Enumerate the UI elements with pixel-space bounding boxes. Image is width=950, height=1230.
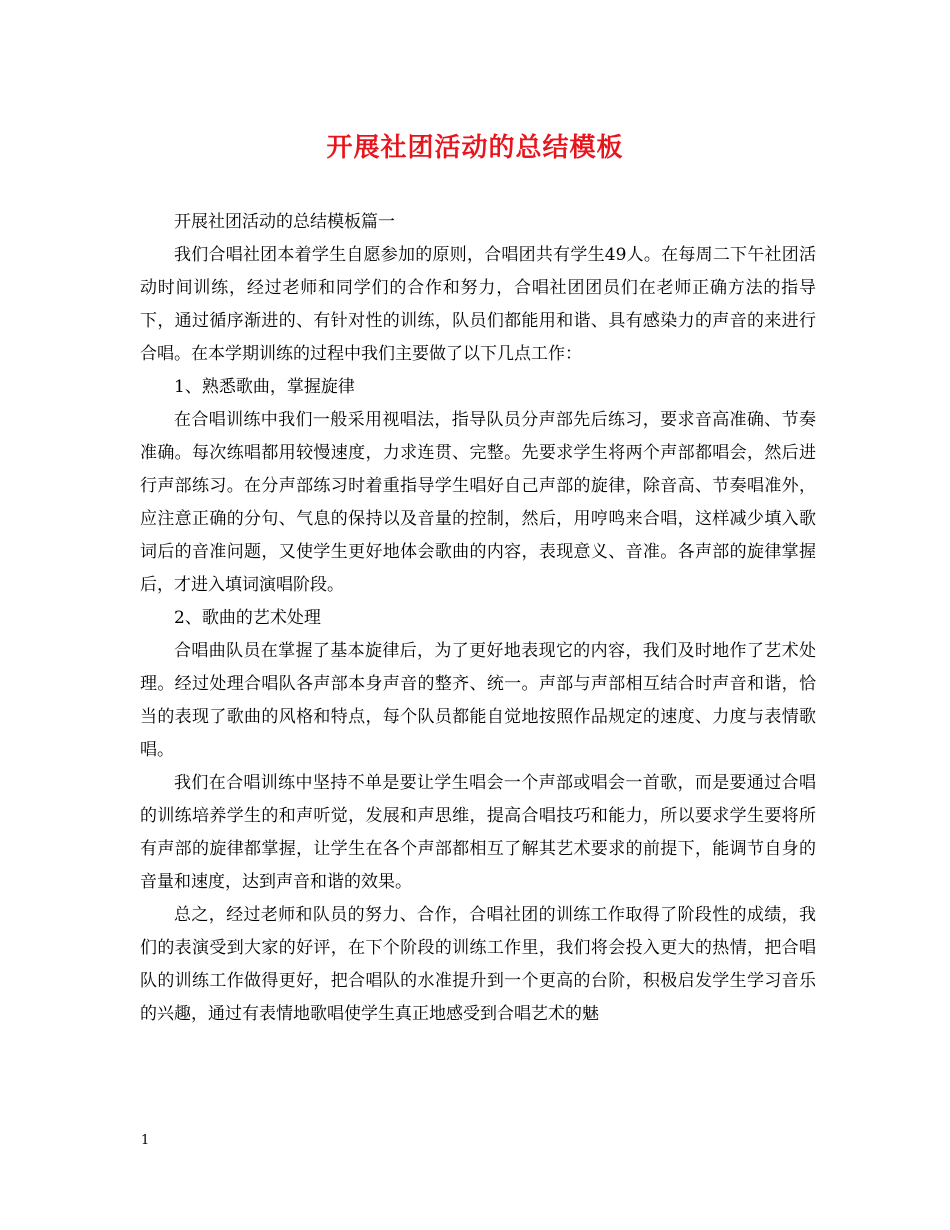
body-paragraph: 总之，经过老师和队员的努力、合作，合唱社团的训练工作取得了阶段性的成绩，我们的表演受到大家的好评，在下个阶段的训练工作里，我们将会投入更大的热情，把合唱队的训练工作做得更好，把合唱队的水准提升到一个更高的台阶，积极启发学生学习音乐的兴趣，通过有表情地歌唱使学生真正地感受到合唱艺术的魅 — [140, 905, 816, 1024]
document-title: 开展社团活动的总结模板 — [326, 133, 624, 163]
body-paragraph: 合唱曲队员在掌握了基本旋律后，为了更好地表现它的内容，我们及时地作了艺术处理。经过处理合唱队各声部本身声音的整齐、统一。声部与声部相互结合时声音和谐，恰当的表现了歌曲的风格和特点，每个队员都能自觉地按照作品规定的速度、力度与表情歌唱。 — [140, 641, 816, 760]
page-number: 1 — [141, 1133, 150, 1148]
section-heading: 开展社团活动的总结模板篇一 — [174, 212, 395, 232]
document-body — [140, 206, 816, 1031]
body-paragraph: 我们在合唱训练中坚持不单是要让学生唱会一个声部或唱会一首歌，而是要通过合唱的训练培养学生的和声听觉，发展和声思维，提高合唱技巧和能力，所以要求学生要将所有声部的旋律都掌握，让学生在各个声部都相互了解其艺术要求的前提下，能调节自身的音量和速度，达到声音和谐的效果。 — [140, 773, 816, 892]
subheading: 2、歌曲的艺术处理 — [174, 608, 321, 628]
body-paragraph: 我们合唱社团本着学生自愿参加的原则，合唱团共有学生49人。在每周二下午社团活动时间训练，经过老师和同学们的合作和努力，合唱社团团员们在老师正确方法的指导下，通过循序渐进的、有针对性的训练，队员们都能用和谐、具有感染力的声音的来进行合唱。在本学期训练的过程中我们主要做了以下几点工作： — [140, 245, 816, 364]
subheading: 1、熟悉歌曲，掌握旋律 — [174, 377, 355, 397]
body-paragraph: 在合唱训练中我们一般采用视唱法，指导队员分声部先后练习，要求音高准确、节奏准确。每次练唱都用较慢速度，力求连贯、完整。先要求学生将两个声部都唱会，然后进行声部练习。在分声部练习时着重指导学生唱好自己声部的旋律，除音高、节奏唱准外，应注意正确的分句、气息的保持以及音量的控制，然后，用哼鸣来合唱，这样减少填入歌词后的音准问题，又使学生更好地体会歌曲的内容，表现意义、音准。各声部的旋律掌握后，才进入填词演唱阶段。 — [140, 410, 816, 595]
